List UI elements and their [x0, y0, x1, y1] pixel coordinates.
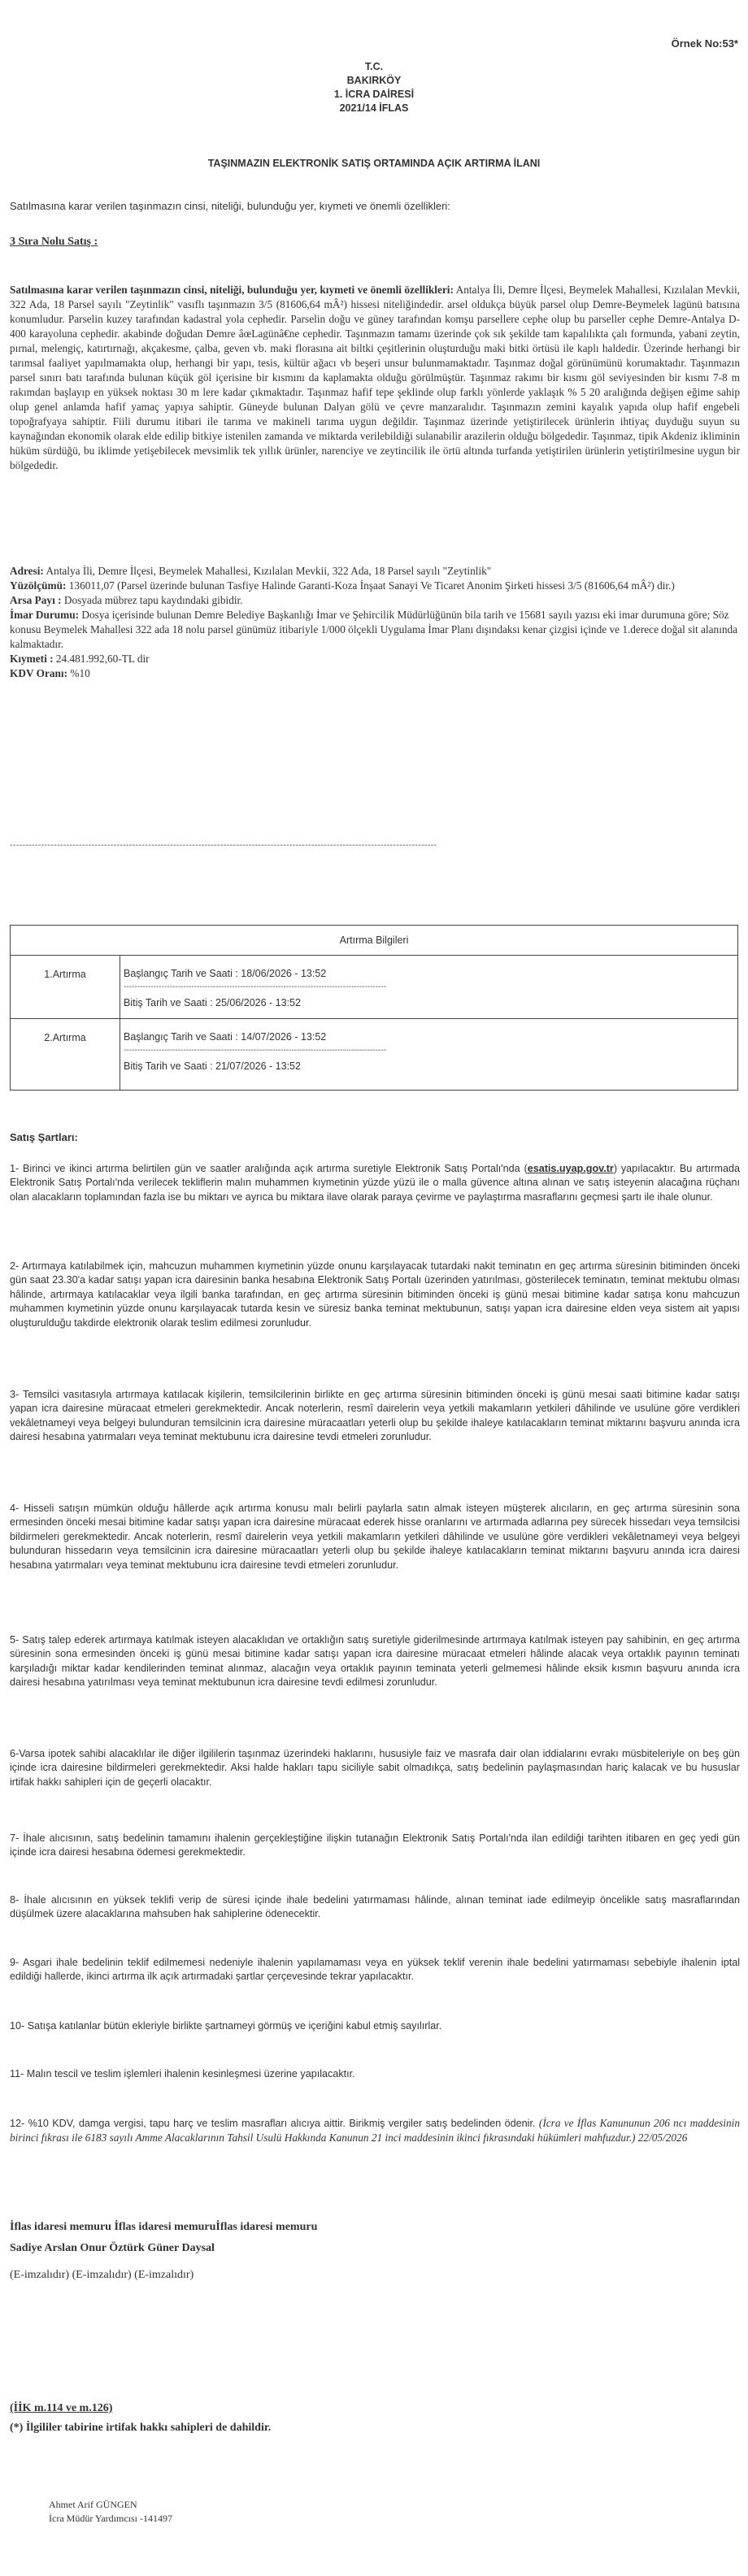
esatis-link[interactable]: esatis.uyap.gov.tr	[527, 1163, 614, 1174]
auction-info-table	[10, 925, 738, 1091]
auction-date-separator: -------------------------------------------------------------------------------------------------	[124, 1047, 387, 1055]
intro-text: Satılmasına karar verilen taşınmazın cinsi, niteliği, bulunduğu yer, kıymeti ve önemli özellikleri:	[10, 200, 450, 212]
signer-name: Ahmet Arif GÜNGEN	[49, 2499, 137, 2510]
e-signature-note: (E-imzalıdır) (E-imzalıdır) (E-imzalıdır)	[10, 2269, 194, 2281]
share-value: Dosyada mübrez tapu kaydındaki gibidir.	[61, 594, 243, 606]
header-line: BAKIRKÖY	[346, 75, 402, 86]
value-label: Kıymeti :	[10, 653, 54, 665]
sale-term-10: 10- Satışa katılanlar bütün ekleriyle birlikte şartnameyi görmüş ve içeriğini kabul etmiş sayılırlar.	[10, 2020, 442, 2032]
share-label: Arsa Payı :	[10, 594, 62, 606]
auction-start: Başlangıç Tarih ve Saati : 14/07/2026 - 13:52	[124, 1031, 327, 1043]
auction-round-label: 2.Artırma	[11, 1019, 120, 1091]
sale-term-1	[10, 1162, 740, 1204]
sale-term-6: 6-Varsa ipotek sahibi alacaklılar ile diğer ilgililerin taşınmaz üzerindeki haklarını, hususiyle faiz ve masrafa dair olan iddialarını evrakı müsbiteleriyle on beş gün içinde icra dairesine bildirmeleri gerekmektedir. Aksi halde hakları tapu siciliyle sabit olmadıkça, satış bedelinin paylaşmasından hariç kalacak ve bu hususlar irtifak hakkı sahipleri için de geçerli olacaktır.	[10, 1748, 740, 1788]
auction-table-header: Artırma Bilgileri	[11, 926, 738, 956]
auction-round-label: 1.Artırma	[11, 956, 120, 1019]
law-reservation-text: (İcra ve İflas Kanununun 206 ncı maddesinin birinci fıkrası ile 6183 sayılı Amme Alacaklarının Tahsil Usulü Hakkında Kanunun 21 inci maddesinin ikinci fıkrasındaki hükümleri mahfuzdur.) 22/05/2026	[10, 2117, 740, 2144]
sale-term-5: 5- Satış talep ederek artırmaya katılmak isteyen alacaklıdan ve ortaklığın satış suretiyle giderilmesinde artırmaya katılmak isteyen pay sahibinin, en geç artırma süresinin sona ermesinden önceki iş günü mesai bitimine kadar satışı yapan icra dairesine müracaat etmeleri hâlinde alacak veya ortaklık payının teminatı karşıladığı miktar kadar kendilerinden teminat alınmaz, alacağın veya ortaklık payının teminata yeterli gelmemesi hâlinde eksik kısmın başvuru anında icra dairesi hesabına yatırılması veya teminat mektubunun icra dairesine tevdi edilmesi zorunludur.	[10, 1634, 740, 1689]
address-value: Antalya İli, Demre İlçesi, Beymelek Mahallesi, Kızılalan Mevkii, 322 Ada, 18 Parsel sayılı "Zeytinlik"	[43, 565, 492, 577]
description-text: Antalya İli, Demre İlçesi, Beymelek Mahallesi, Kızılalan Mevkii, 322 Ada, 18 Parsel sayılı "Zeytinlik" vasıflı taşınmazın 3/5 (81606,64 mÂ²) hissesi niteliğindedir. arsel oldukça büyük parsel olup Demre-Beymelek lagünü batısına konumludur. Parselin kuzey tarafından kadastral yola cephedir. Parselin doğu ve güney tarafından komşu parsellere cephe olup bu parseller cephe Demre-Antalya D-400 karayoluna cephedir. akabinde doğudan Demre âœLagünâ€ne cephedir. Taşınmazın tamamı üzerinde çok sık şekilde tam kapalılıkta çalı formunda, yabani zeytin, pırnal, melengiç, katırtırnağı, akçakesme, çalba, geven vb. maki florasına ait biltki çeşitlerinin oluşturduğu maki bitki örtüsü ile kaplı haldedir. Üzerinde herhangi bir tarımsal faaliyet yapılmamakta olup, herhangi bir yapı, tesis, kültür ağacı vb beşeri unsur bulunmamaktadır. Taşınmaz doğal görünümünü korumaktadır. Taşınmazın parsel sınırı batı tarafında bulunan küçük göl içerisine bir kısmını da kaplamakta olduğu görülmüştür. Taşınmaz rakımı bir kısmı göl seviyesinden bir kısmı 7-8 m rakımdan başlayıp en yüksek noktası 30 m lere kadar çıkmaktadır. Taşınmaz hafif tepe şeklinde olup farklı yönlerde yaklaşık % 5 20 aralığında değişen eğime sahip olup genel anlamda hafif yamaç yapıya sahiptir. Güneyde bulunan Dalyan gölü ve çevre manzaralıdır. Taşınmazın zemini kayalık yapıda olup hafif engebeli topoğrafyaya sahiptir. Fiili durumu itibari ile tarıma ve makineli tarıma uygun değildir. Taşınmaz üzerinde yetiştirilecek ürünlerin ihtiyaç duyduğu suyun su kaynağından ekonomik olarak elde edilip bitkiye istenilen zamanda ve miktarda verilebildiği sulanabilir arazilerin olduğu bölgededir. Taşınmaz, tipik Akdeniz ikliminin hüküm sürdüğü, bu iklimde yetişebilecek mevsimlik tek yıllık ürünler, narenciye ve zeytincilik ile örtü altında turfanda yetiştirilen ürünlerin yetiştirilmesine uygun bir bölgededir.	[10, 284, 741, 471]
share-row	[10, 593, 740, 608]
sale-term-3: 3- Temsilci vasıtasıyla artırmaya katılacak kişilerin, temsilcilerinin birlikte en geç artırma süresinin bitiminden önceki iş günü mesai saati bitimine kadar satışı yapan icra dairesine müracaat etmeleri gerekmektedir. Ancak noterlerin, resmî dairelerin veya yetkili makamların yetkileri dâhilinde ve usulüne göre verdikleri vekâletnameyi veya belgeyi bulunduran temsilcinin icra dairesine müracaatları yeterli olup bu şekilde ihaleye katılacakların teminat miktarını başvuru anında icra dairesi hesabına yatırmaları veya teminat mektubunu icra dairesine tevdi etmeleri zorunludur.	[10, 1389, 740, 1443]
law-reference: (İİK m.114 ve m.126)	[10, 2402, 113, 2414]
address-row	[10, 564, 740, 579]
zoning-label: İmar Durumu:	[10, 609, 80, 621]
officer-names: Sadiye Arslan Onur Öztürk Güner Daysal	[10, 2242, 215, 2254]
bankruptcy-office-titles: İflas idaresi memuru İflas idaresi memuruİflas idaresi memuru	[10, 2221, 318, 2233]
sale-term-11: 11- Malın tescil ve teslim işlemleri ihalenin kesinleşmesi üzerine yapılacaktır.	[10, 2068, 355, 2079]
court-header	[0, 60, 748, 115]
area-value: 136011,07 (Parsel üzerinde bulunan Tasfiye Halinde Garanti-Koza İnşaat Sanayi Ve Ticaret Anonim Şirketi hissesi 3/5 (81606,64 mÂ²) dir.)	[66, 579, 675, 592]
auction-end: Bitiş Tarih ve Saati : 21/07/2026 - 13:52	[124, 1060, 301, 1072]
property-description	[10, 283, 740, 473]
zoning-row	[10, 608, 740, 652]
dashed-separator: ----------------------------------------------------------------------------------------------------------------------------------------	[10, 840, 437, 850]
auction-row	[11, 1019, 738, 1091]
auction-date-separator: -------------------------------------------------------------------------------------------------	[124, 983, 387, 991]
value-amount: 24.481.992,60-TL dir	[53, 653, 150, 665]
signer-title: İcra Müdür Yardımcısı -141497	[49, 2513, 172, 2524]
lot-title: 3 Sıra Nolu Satış :	[10, 236, 98, 248]
auction-dates	[120, 956, 738, 1019]
announcement-title: TAŞINMAZIN ELEKTRONİK SATIŞ ORTAMINDA AÇIK ARTIRMA İLANI	[207, 158, 541, 169]
vat-row	[10, 666, 740, 681]
property-details	[10, 564, 740, 681]
address-label: Adresi:	[10, 565, 44, 577]
form-number: Örnek No:53*	[671, 37, 738, 50]
sale-term-4: 4- Hisseli satışın mümkün olduğu hâllerde açık artırma konusu malı belirli paylarla satın almak isteyen müşterek alıcıların, en geç artırma süresinin sona ermesinden önceki mesai bitimine kadar satışı yapan icra dairesine müracaat ederek hisse oranlarını ve artırmada adlarına pey sürecek hissedarı veya temsilcisi bildirmeleri gerekmektedir. Ancak noterlerin, resmî dairelerin veya yetkili makamların yetkileri dâhilinde ve usulüne göre verdikleri vekâletnameyi veya belgeyi bulunduran hissedarın veya temsilcinin icra dairesine müracaatları yeterli olup bu şekilde ihaleye katılacakların teminat miktarını başvuru anında icra dairesi hesabına yatırmaları veya teminat mektubunu icra dairesine tevdi etmeleri zorunludur.	[10, 1503, 740, 1571]
term-text: 1- Birinci ve ikinci artırma belirtilen gün ve saatler aralığında açık artırma suretiyle Elektronik Satış Portalı'nda (	[10, 1163, 528, 1174]
auction-end: Bitiş Tarih ve Saati : 25/06/2026 - 13:52	[124, 997, 301, 1008]
header-line: T.C.	[364, 61, 384, 72]
zoning-value: Dosya içerisinde bulunan Demre Belediye Başkanlığı İmar ve Şehircilik Müdürlüğünün bila tarih ve 15681 sayılı yazısı eki imar durumuna göre; Söz konusu Beymelek Mahallesi 322 ada 18 nolu parsel günümüz itibariyle 1/000 ölçekli Uygulama İmar Planı dışındaksı kenar çizgisi içinde ve 1.derece doğal sit alanında kalmaktadır.	[10, 609, 738, 650]
vat-value: %10	[67, 667, 90, 679]
header-line: 2021/14 İFLAS	[339, 102, 409, 114]
footnote: (*) İlgililer tabirine irtifak hakkı sahipleri de dahildir.	[10, 2422, 272, 2434]
header-line: 1. İCRA DAİRESİ	[333, 89, 415, 100]
area-row	[10, 579, 740, 593]
signer-block	[49, 2498, 172, 2526]
sale-term-7: 7- İhale alıcısının, satış bedelinin tamamını ihalenin gerçekleştiğine ilişkin tutanağın Elektronik Satış Portalı'nda ilan edildiği tarihten itibaren en geç yedi gün içinde icra dairesi hesabına ödemesi gerekmektedir.	[10, 1832, 740, 1858]
value-row	[10, 652, 740, 666]
term-text: 12- %10 KDV, damga vergisi, tapu harç ve teslim masrafları alıcıya aittir. Birikmiş vergiler satış bedelinden ödenir.	[10, 2118, 539, 2129]
vat-label: KDV Oranı:	[10, 667, 68, 679]
sale-term-12	[10, 2116, 740, 2146]
auction-dates	[120, 1019, 738, 1091]
auction-row	[11, 956, 738, 1019]
area-label: Yüzölçümü:	[10, 579, 67, 592]
sale-term-2: 2- Artırmaya katılabilmek için, mahcuzun muhammen kıymetinin yüzde onunu karşılayacak tutardaki nakit teminatın en geç artırma süresinin bitiminden önceki gün saat 23.30'a kadar satışı yapan icra dairesinin banka hesabına Elektronik Satış Portalı üzerinden yatırılması, gösterilecek teminatın, teminat mektubu olması hâlinde, artırmaya katılacaklar veya ilgili banka tarafından, en geç artırma süresinin bitiminden önceki iş günü mesai bitimine kadar satışa konu mahcuzun muhammen kıymetinin yüzde onunu karşılayacak tutarda kesin ve süresiz banka teminat mektubunun, satışı yapan icra dairesine elden veya sistem ait yapısı oluşturulduğu takdirde elektronik olarak teslim edilmesi zorunludur.	[10, 1260, 740, 1329]
auction-table-header-row	[11, 926, 738, 956]
auction-start: Başlangıç Tarih ve Saati : 18/06/2026 - 13:52	[124, 968, 327, 979]
sale-terms-title: Satış Şartları:	[10, 1131, 78, 1143]
sale-term-9: 9- Asgari ihale bedelinin teklif edilmemesi nedeniyle ihalenin yapılamaması veya en yüksek teklif verenin ihale bedelini yatırmaması sebebiyle ihalenin iptal edildiği hallerde, ikinci artırma ilk açık artırmadaki şartlar çerçevesinde tekrar yapılacaktır.	[10, 1957, 740, 1983]
sale-term-8: 8- İhale alıcısının en yüksek teklifi verip de süresi içinde ihale bedelini yatırmaması hâlinde, alınan teminat iade edilmeyip öncelikle satış masraflarından düşülmek üzere alacaklarına mahsuben hak sahiplerine ödenecektir.	[10, 1894, 740, 1920]
description-label: Satılmasına karar verilen taşınmazın cinsi, niteliği, bulunduğu yer, kıymeti ve önemli özellikleri:	[10, 284, 454, 296]
term-text: ) yapılacaktır. Bu artırmada Elektronik Satış Portalı'nda verilecek tekliflerin malın muhammen kıymetinin yüzde yüzü ile o malla güvence altına alınan ve satış isteyenin alacağına rüçhanı olan alacakların toplamından fazla ise bu miktarı ve ayrıca bu miktara ilave olarak paraya çevirme ve paylaştırma masraflarını geçmesi şartı ile ihale olunur.	[10, 1163, 740, 1203]
